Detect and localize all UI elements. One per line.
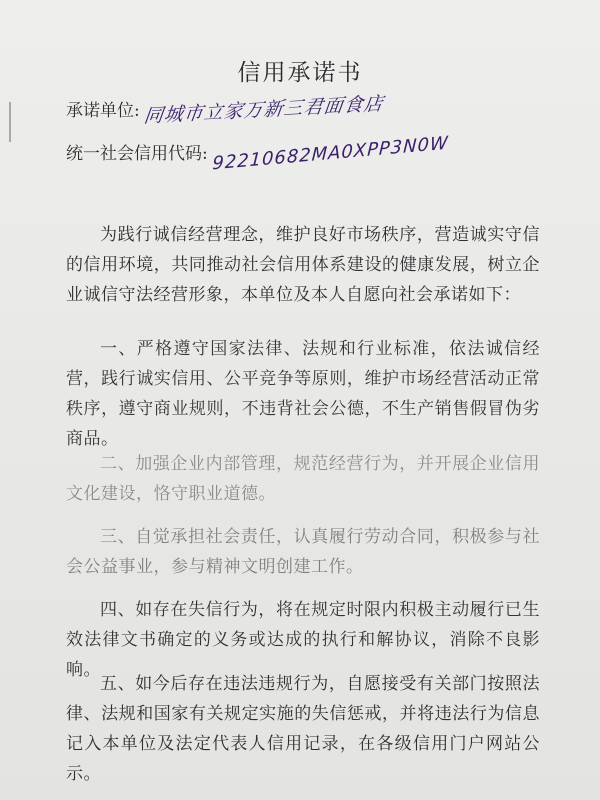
commitment-paragraph-2: 二、加强企业内部管理，规范经营行为，并开展企业信用文化建设，恪守职业道德。 <box>66 454 540 504</box>
margin-mark <box>9 102 11 142</box>
credit-code-handwritten-value: 92210682MA0XPP3N0W <box>211 132 449 175</box>
intro-paragraph: 为践行诚信经营理念，维护良好市场秩序，营造诚实守信的信用环境，共同推动社会信用体系建设的健康发展，树立企业诚信守法经营形象，本单位及本人自愿向社会承诺如下： <box>66 225 540 305</box>
credit-code-field <box>66 132 449 175</box>
commitment-paragraph-4: 四、如存在失信行为，将在规定时限内积极主动履行已生效法律文书确定的义务或达成的执行和解协议，消除不良影响。 <box>66 600 540 680</box>
unit-label: 承诺单位: <box>66 101 140 121</box>
commitment-paragraph-1: 一、严格遵守国家法律、法规和行业标准，依法诚信经营，践行诚实信用、公平竞争等原则，维护市场经营活动正常秩序，遵守商业规则，不违背社会公德，不生产销售假冒伪劣商品。 <box>66 339 540 449</box>
credit-code-label: 统一社会信用代码: <box>66 144 208 164</box>
unit-handwritten-value: 同城市立家万新三君面食店 <box>142 92 385 128</box>
unit-field <box>66 92 385 128</box>
commitment-paragraph-3: 三、自觉承担社会责任，认真履行劳动合同，积极参与社会公益事业，参与精神文明创建工作。 <box>66 527 540 577</box>
commitment-paragraph-5: 五、如今后存在违法违规行为，自愿接受有关部门按照法律、法规和国家有关规定实施的失信惩戒，并将违法行为信息记入本单位及法定代表人信用记录，在各级信用门户网站公示。 <box>66 674 540 784</box>
document-title: 信用承诺书 <box>237 60 363 86</box>
